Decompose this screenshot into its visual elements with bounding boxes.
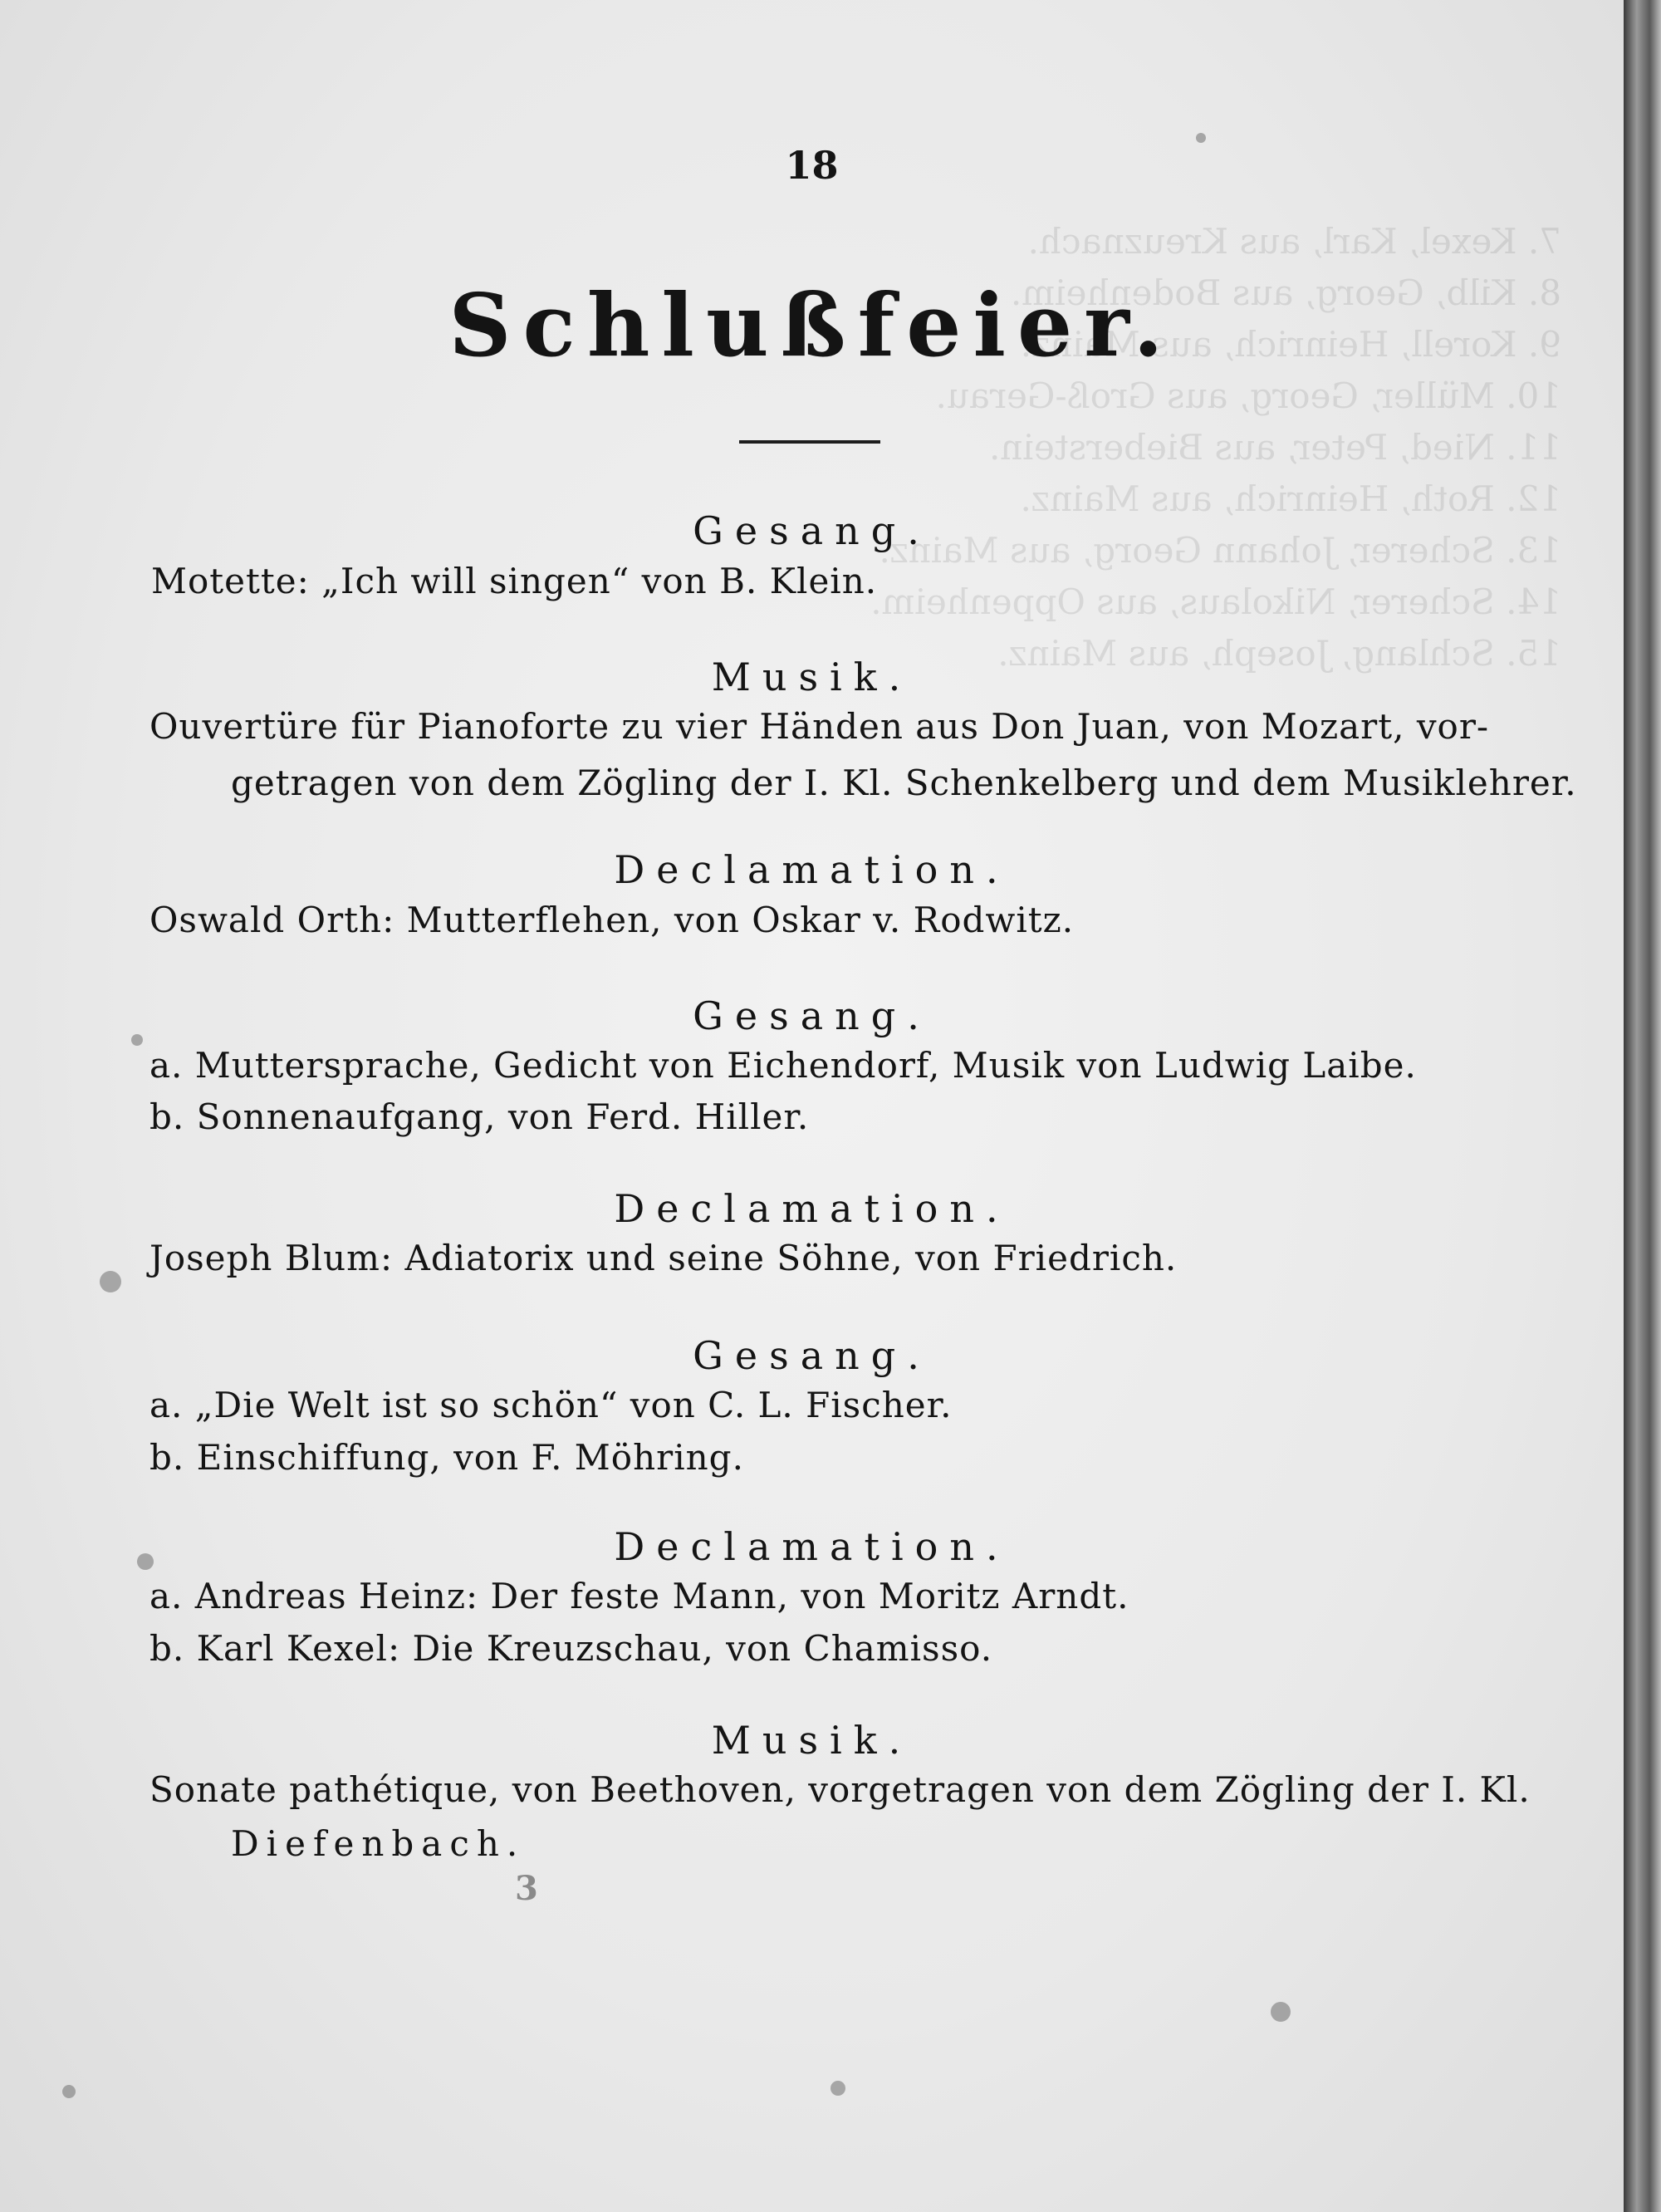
book-gutter-edge	[1624, 0, 1661, 2212]
program-item-sonate: Sonate pathétique, von Beethoven, vorgetragen von dem Zögling der I. Kl.	[149, 1769, 1531, 1810]
program-item-sonnenaufgang: b. Sonnenaufgang, von Ferd. Hiller.	[149, 1096, 810, 1137]
paper-speck	[131, 1034, 143, 1046]
section-heading-gesang-2: Gesang.	[693, 993, 931, 1038]
program-item-blum: Joseph Blum: Adiatorix und seine Söhne, von Friedrich.	[149, 1238, 1178, 1278]
paper-speck	[1196, 133, 1206, 143]
bleed-through-texture: 7. Kexel, Karl, aus Kreuznach. 8. Kilb, Georg, aus Bodenheim. 9. Korell, Heinrich, aus Mainz. 10. Müller, Georg, aus Groß-Gerau. 11. Nied, Peter, aus Bieberstein. 12. Roth, Heinrich, aus Mainz. 13. Scherer, Johann Georg, aus Mainz. 14. Scherer, Nikolaus, aus Oppenheim. 15. Schlang, Joseph, aus Mainz.	[870, 221, 1561, 674]
section-heading-gesang-3: Gesang.	[693, 1333, 931, 1378]
program-item-sonate-cont: Diefenbach.	[231, 1823, 526, 1864]
program-item-heinz: a. Andreas Heinz: Der feste Mann, von Moritz Arndt.	[149, 1576, 1129, 1616]
section-heading-musik-2: Musik.	[711, 1718, 913, 1763]
section-heading-musik-1: Musik.	[711, 655, 913, 699]
program-item-kexel: b. Karl Kexel: Die Kreuzschau, von Chamisso.	[149, 1628, 993, 1669]
page-title: Schlußfeier.	[448, 274, 1175, 376]
signature-mark: 3	[515, 1869, 538, 1908]
paper-speck	[1271, 2002, 1291, 2022]
program-item-ouverture: Ouvertüre für Pianoforte zu vier Händen aus Don Juan, von Mozart, vor-	[149, 706, 1490, 747]
program-item-ouverture-cont: getragen von dem Zögling der I. Kl. Schenkelberg und dem Musiklehrer.	[231, 763, 1577, 803]
page-number: 18	[785, 143, 839, 188]
paper-speck	[137, 1553, 154, 1570]
section-heading-gesang-1: Gesang.	[693, 508, 931, 553]
program-item-einschiffung: b. Einschiffung, von F. Möhring.	[149, 1437, 744, 1478]
program-item-orth: Oswald Orth: Mutterflehen, von Oskar v. Rodwitz.	[149, 900, 1075, 940]
section-heading-declamation-1: Declamation.	[614, 847, 1010, 892]
program-item-welt: a. „Die Welt ist so schön“ von C. L. Fischer.	[149, 1385, 953, 1425]
paper-speck	[62, 2085, 76, 2098]
program-item-muttersprache: a. Muttersprache, Gedicht von Eichendorf, Musik von Ludwig Laibe.	[149, 1045, 1417, 1086]
section-heading-declamation-2: Declamation.	[614, 1186, 1010, 1231]
paper-speck	[100, 1271, 121, 1292]
title-divider	[739, 440, 880, 444]
paper-speck	[830, 2081, 845, 2096]
program-item-motette: Motette: „Ich will singen“ von B. Klein.	[151, 561, 878, 601]
section-heading-declamation-3: Declamation.	[614, 1524, 1010, 1569]
